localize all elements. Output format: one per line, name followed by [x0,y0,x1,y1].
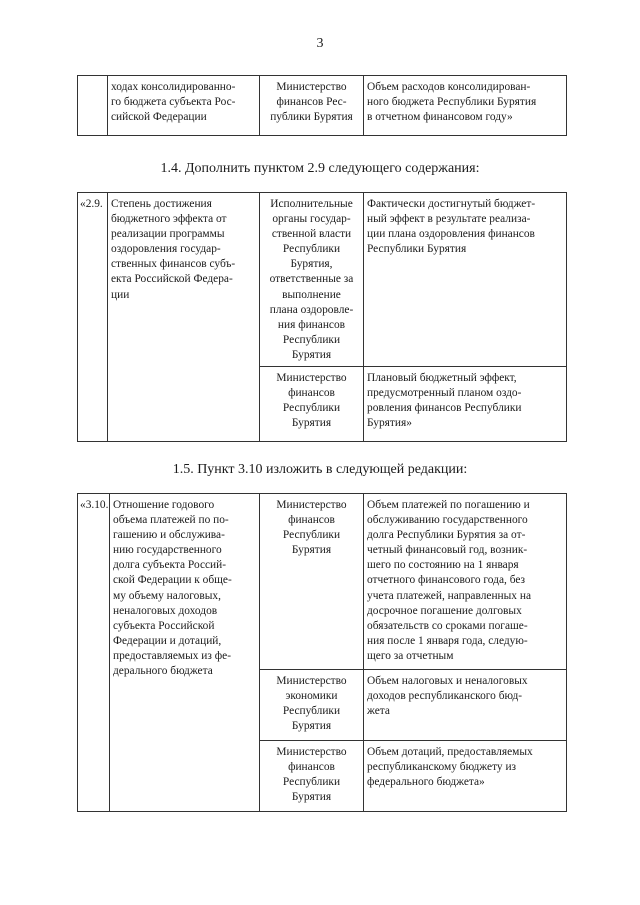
indicator-description-cell: Плановый бюджетный эффект, предусмотренный планом оздо- ровления финансов Республики Бурятия» [364,367,567,442]
section-heading-1-4: 1.4. Дополнить пунктом 2.9 следующего содержания: [160,161,480,176]
indicator-number-cell: «2.9. [78,193,108,442]
table-indicator-2-9 [77,192,567,442]
indicator-description-cell: Фактически достигнутый бюджет- ный эффект в результате реализа- ции плана оздоровления финансов Республики Бурятия [364,193,567,367]
table-indicator-3-10 [77,493,567,812]
page-number: 3 [316,36,324,51]
indicator-name-cell: Отношение годового объема платежей по по- гашению и обслужива- нию государственного долга субъекта Россий- ской Федерации к обще- му объему налоговых, неналоговых доходов субъекта Российской Федерации и дотаций, предоставляемых из фе- дерального бюджета [110,494,260,812]
section-heading-1-5: 1.5. Пункт 3.10 изложить в следующей редакции: [172,462,468,477]
indicator-description-cell: Объем дотаций, предоставляемых республиканскому бюджету из федерального бюджета» [364,741,567,812]
indicator-description-cell: Объем платежей по погашению и обслуживанию государственного долга Республики Бурятия за от- четный финансовый год, возник- шего по состоянию на 1 января отчетного финансового года, без учета платежей, направленных на досрочное погашение долговых обязательств со сроками погаше- ния после 1 января года, следую- щего за отчетным [364,494,567,670]
indicator-name-cell: Степень достижения бюджетного эффекта от реализации программы оздоровления государ- ственных финансов субъ- екта Российской Федера- ции [108,193,260,442]
indicator-number-cell: «3.10. [78,494,110,812]
responsible-body-cell: Исполнительные органы государ- ственной власти Республики Бурятия, ответственные за выполнение плана оздоровле- ния финансов Республики Бурятия [260,193,364,367]
responsible-body-cell: Министерство финансов Республики Бурятия [260,367,364,442]
responsible-body-cell: Министерство финансов Республики Бурятия [260,494,364,670]
table-row [78,76,567,136]
table-row [78,193,567,367]
table-row [78,494,567,670]
indicator-number-cell [78,76,108,136]
table-indicators-continued [77,75,567,136]
responsible-body-cell: Министерство экономики Республики Бурятия [260,670,364,741]
indicator-name-cell: ходах консолидированно- го бюджета субъекта Рос- сийской Федерации [108,76,260,136]
indicator-description-cell: Объем расходов консолидирован- ного бюджета Республики Бурятия в отчетном финансовом году» [364,76,567,136]
responsible-body-cell: Министерство финансов Рес- публики Бурятия [260,76,364,136]
responsible-body-cell: Министерство финансов Республики Бурятия [260,741,364,812]
indicator-description-cell: Объем налоговых и неналоговых доходов республиканского бюд- жета [364,670,567,741]
